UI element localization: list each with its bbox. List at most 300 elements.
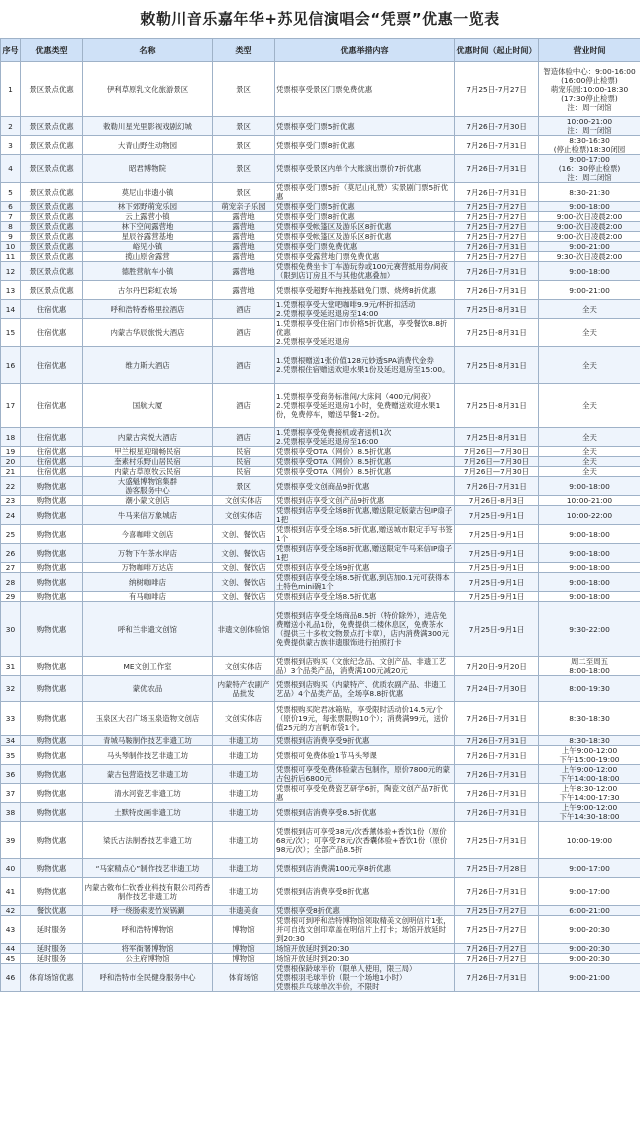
row-hours: 上午9:00-12:00 下午15:00-19:00 (539, 746, 640, 765)
row-description: 凭票根保龄球半价（限单人使用，限三局） 凭票根羽毛球半价（限一个场地1小时） 凭票根乒乓球单次半价，不限时 (275, 964, 455, 992)
row-no: 13 (1, 281, 21, 300)
table-row (1, 347, 640, 384)
row-hours: 9:00-18:00 (539, 592, 640, 602)
row-hours: 全天 (539, 300, 640, 319)
row-no: 35 (1, 746, 21, 765)
row-no: 24 (1, 506, 21, 525)
row-category: 住宿优惠 (21, 457, 83, 467)
row-name: 今喜咖啡文创店 (83, 525, 213, 544)
row-type: 景区 (213, 117, 275, 136)
row-no: 32 (1, 676, 21, 702)
table-row (1, 384, 640, 428)
row-period: 7月26日-7月31日 (455, 262, 539, 281)
row-description: 凭票根到店享受文创产品9折优惠 (275, 496, 455, 506)
row-no: 10 (1, 242, 21, 252)
row-type: 内蒙特产农副产品批发 (213, 676, 275, 702)
row-description: 凭票根到店购买（内蒙特产、优质农副产品、非遗工艺品）4个品类产品，全场享8.8折优惠 (275, 676, 455, 702)
table-row (1, 467, 640, 477)
row-hours: 9:00-次日凌晨2:00 (539, 212, 640, 222)
row-name: 公主府博物馆 (83, 954, 213, 964)
table-row (1, 477, 640, 496)
table-row (1, 447, 640, 457)
row-hours: 9:00-18:00 (539, 573, 640, 592)
row-no: 28 (1, 573, 21, 592)
row-no: 27 (1, 563, 21, 573)
row-description: 1.凭票根赠送1张价值128元妙透SPA消费代金券 2.凭票根住宿赠送欢迎水果1份及延迟退房至15:00。 (275, 347, 455, 384)
row-type: 露营地 (213, 281, 275, 300)
row-description: 凭票根到店享受全场8.5折优惠 (275, 592, 455, 602)
row-name: 甲兰根星迎瑞畅民宿 (83, 447, 213, 457)
table-row (1, 457, 640, 467)
row-category: 景区景点优惠 (21, 183, 83, 202)
row-no: 11 (1, 252, 21, 262)
row-no: 18 (1, 428, 21, 447)
row-no: 21 (1, 467, 21, 477)
row-category: 购物优惠 (21, 765, 83, 784)
row-type: 露营地 (213, 252, 275, 262)
row-hours: 9:00-21:00 (539, 281, 640, 300)
table-row (1, 202, 640, 212)
row-hours: 9:30-22:00 (539, 602, 640, 657)
row-no: 9 (1, 232, 21, 242)
row-description: 凭票根到店消费享受8.5折优惠 (275, 803, 455, 822)
row-type: 酒店 (213, 384, 275, 428)
row-no: 17 (1, 384, 21, 428)
row-period: 7月25日-7月28日 (455, 859, 539, 878)
row-category: 住宿优惠 (21, 319, 83, 347)
row-description: 1.凭票根享受大堂吧咖啡9.9元/杯折扣活动 2.凭票根享受延迟退房至14:00 (275, 300, 455, 319)
row-category: 延时服务 (21, 954, 83, 964)
row-type: 非遗工坊 (213, 784, 275, 803)
row-hours: 9:00-20:30 (539, 916, 640, 944)
table-row (1, 944, 640, 954)
row-description: 1.凭票根享受住宿门市价格5折优惠，享受餐饮8.8折优惠 2.凭票根享受延迟退房 (275, 319, 455, 347)
row-hours: 9:00-18:00 (539, 477, 640, 496)
row-hours: 8:30-21:30 (539, 183, 640, 202)
table-row (1, 544, 640, 563)
row-type: 文创实体店 (213, 496, 275, 506)
row-category: 购物优惠 (21, 544, 83, 563)
row-hours: 10:00-21:00 (539, 496, 640, 506)
row-type: 非遗工坊 (213, 803, 275, 822)
row-period: 7月26日-7月31日 (455, 746, 539, 765)
row-type: 非遗工坊 (213, 822, 275, 859)
row-hours: 9:00-18:00 (539, 262, 640, 281)
row-type: 非遗工坊 (213, 746, 275, 765)
row-hours: 全天 (539, 347, 640, 384)
row-description: 1.凭票根享受商务标准间/大床间（400元/间夜） 2.凭票根享受延迟退房1小时，免费赠送欢迎水果1份，免费停车，赠送早餐1-2份。 (275, 384, 455, 428)
row-name: 维力斯大酒店 (83, 347, 213, 384)
header-category: 优惠类型 (21, 39, 83, 62)
row-type: 文创、餐饮店 (213, 544, 275, 563)
table-row (1, 906, 640, 916)
discount-table (0, 38, 640, 992)
row-type: 体育场馆 (213, 964, 275, 992)
row-type: 文创、餐饮店 (213, 563, 275, 573)
row-period: 7月25日-8月31日 (455, 300, 539, 319)
row-no: 43 (1, 916, 21, 944)
row-type: 文创实体店 (213, 506, 275, 525)
row-type: 非遗工坊 (213, 859, 275, 878)
row-description: 凭票根享受8折优惠 (275, 906, 455, 916)
row-name: 古尔丹巴彩虹农场 (83, 281, 213, 300)
row-hours: 6:00-21:00 (539, 906, 640, 916)
row-no: 19 (1, 447, 21, 457)
row-description: 凭票根享受门票免费优惠 (275, 242, 455, 252)
row-description: 凭票根享受景区内单个大账演出票价7折优惠 (275, 155, 455, 183)
row-no: 44 (1, 944, 21, 954)
row-period: 7月25日-7月27日 (455, 62, 539, 117)
row-name: 纳树咖啡店 (83, 573, 213, 592)
row-no: 8 (1, 222, 21, 232)
row-category: 餐饮优惠 (21, 906, 83, 916)
header-type: 类型 (213, 39, 275, 62)
header-period: 优惠时间（起止时间） (455, 39, 539, 62)
row-period: 7月25日-9月1日 (455, 592, 539, 602)
row-hours: 9:00-17:00 (16：30停止检票) 注：周二闭馆 (539, 155, 640, 183)
row-hours: 智造体验中心：9:00-16:00 (16:00停止检票) 萌宠乐园:10:00-18:30 (17:30停止检票) 注：周一闭馆 (539, 62, 640, 117)
row-description: 凭票根享受帐篷区及游乐区8折优惠 (275, 222, 455, 232)
row-type: 非遗工坊 (213, 878, 275, 906)
row-no: 25 (1, 525, 21, 544)
row-type: 文创、餐饮店 (213, 573, 275, 592)
row-no: 6 (1, 202, 21, 212)
row-category: 购物优惠 (21, 702, 83, 736)
table-row (1, 878, 640, 906)
table-row (1, 859, 640, 878)
row-description: 凭票根享受OTA（网价）8.5折优惠 (275, 467, 455, 477)
row-period: 7月25日-7月27日 (455, 906, 539, 916)
row-name: 莫尼山非遗小镇 (83, 183, 213, 202)
row-period: 7月25日-9月1日 (455, 573, 539, 592)
row-period: 7月26日-7月31日 (455, 702, 539, 736)
row-description: 凭票根到店享受全场8.5折优惠,到店加0.1元可获得本土特色mini碗1个 (275, 573, 455, 592)
table-row (1, 183, 640, 202)
table-row (1, 746, 640, 765)
row-name: 潮小蒙文创店 (83, 496, 213, 506)
row-category: 景区景点优惠 (21, 281, 83, 300)
row-category: 景区景点优惠 (21, 212, 83, 222)
row-name: 内蒙古宾悦大酒店 (83, 428, 213, 447)
row-name: 德胜营航车小镇 (83, 262, 213, 281)
row-category: 景区景点优惠 (21, 242, 83, 252)
row-hours: 全天 (539, 428, 640, 447)
row-category: 景区景点优惠 (21, 232, 83, 242)
row-description: 凭票根到店消费满100元享8折优惠 (275, 859, 455, 878)
row-hours: 9:00-20:30 (539, 954, 640, 964)
row-no: 12 (1, 262, 21, 281)
row-period: 7月25日-8月31日 (455, 384, 539, 428)
row-category: 延时服务 (21, 916, 83, 944)
row-type: 露营地 (213, 212, 275, 222)
row-name: 呼和浩特香格里拉酒店 (83, 300, 213, 319)
row-category: 景区景点优惠 (21, 202, 83, 212)
row-name: ME文创工作室 (83, 657, 213, 676)
row-no: 5 (1, 183, 21, 202)
row-name: 内蒙古草原牧云民宿 (83, 467, 213, 477)
table-row (1, 765, 640, 784)
row-description: 凭票根到店消费享受8折优惠 (275, 878, 455, 906)
row-name: 林下空间露营地 (83, 222, 213, 232)
row-name: 大盛魁博物馆集群 游客服务中心 (83, 477, 213, 496)
row-name: “马家精点心”制作技艺非遗工坊 (83, 859, 213, 878)
row-period: 7月26日-7月31日 (455, 477, 539, 496)
row-type: 酒店 (213, 319, 275, 347)
row-category: 购物优惠 (21, 746, 83, 765)
row-period: 7月26日-8月3日 (455, 496, 539, 506)
row-description: 凭票根享受门票8折优惠 (275, 212, 455, 222)
table-row (1, 62, 640, 117)
row-description: 凭票根到店享受全场商品8.5折（特价除外），进店免费赠送小礼品1份，免费提供二楼休息区，免费茶水（提供三十多枚文物景点打卡章），店内消费满300元免费提供蒙古族非遗服饰进行拍照打卡 (275, 602, 455, 657)
row-period: 7月25日-7月31日 (455, 822, 539, 859)
table-row (1, 300, 640, 319)
table-row (1, 232, 640, 242)
row-hours: 9:00-21:00 (539, 964, 640, 992)
row-name: 呼一绕肠索麦竹炭锅涮 (83, 906, 213, 916)
row-period: 7月25日-8月31日 (455, 347, 539, 384)
row-hours: 10:00-19:00 (539, 822, 640, 859)
row-category: 购物优惠 (21, 657, 83, 676)
table-row (1, 281, 640, 300)
row-category: 景区景点优惠 (21, 117, 83, 136)
header-hours: 营业时间 (539, 39, 640, 62)
row-no: 33 (1, 702, 21, 736)
row-name: 云上露营小镇 (83, 212, 213, 222)
row-type: 露营地 (213, 222, 275, 232)
row-type: 非遗工坊 (213, 765, 275, 784)
row-name: 揽山原舍露营 (83, 252, 213, 262)
row-hours: 9:00-18:00 (539, 525, 640, 544)
row-no: 40 (1, 859, 21, 878)
row-no: 30 (1, 602, 21, 657)
row-category: 购物优惠 (21, 822, 83, 859)
row-period: 7月25日-8月31日 (455, 428, 539, 447)
row-name: 牛马来信万象城店 (83, 506, 213, 525)
row-period: 7月26日-7月30日 (455, 117, 539, 136)
row-category: 景区景点优惠 (21, 222, 83, 232)
row-hours: 全天 (539, 447, 640, 457)
row-category: 购物优惠 (21, 803, 83, 822)
row-name: 呼和浩特博物馆 (83, 916, 213, 944)
row-hours: 上午9:00-12:00 下午14:00-18:00 (539, 765, 640, 784)
row-description: 凭票根享受帐篷区及游乐区8折优惠 (275, 232, 455, 242)
row-period: 7月26日-7月27日 (455, 944, 539, 954)
row-hours: 上午8:30-12:00 下午14:00-17:30 (539, 784, 640, 803)
row-period: 7月25日-9月1日 (455, 602, 539, 657)
row-hours: 8:00-19:30 (539, 676, 640, 702)
row-period: 7月25日-7月27日 (455, 212, 539, 222)
row-category: 购物优惠 (21, 878, 83, 906)
row-description: 凭票根到店可享受38元/次香薰体验+香饮1份（原价68元/次）；可享受78元/次香囊体验+香饮1份（原价98元/次）；全部产品8.5折 (275, 822, 455, 859)
row-description: 凭票根享受门票5折（莫尼山礼赞）实景剧门票5折优惠 (275, 183, 455, 202)
row-category: 购物优惠 (21, 602, 83, 657)
row-category: 住宿优惠 (21, 447, 83, 457)
row-type: 酒店 (213, 300, 275, 319)
table-row (1, 657, 640, 676)
row-no: 14 (1, 300, 21, 319)
row-no: 42 (1, 906, 21, 916)
row-hours: 全天 (539, 457, 640, 467)
row-category: 景区景点优惠 (21, 155, 83, 183)
row-category: 延时服务 (21, 944, 83, 954)
table-row (1, 822, 640, 859)
row-hours: 9:00-18:00 (539, 563, 640, 573)
row-period: 7月25日-9月1日 (455, 525, 539, 544)
row-hours: 周二至周五 8:00-18:00 (539, 657, 640, 676)
row-category: 购物优惠 (21, 563, 83, 573)
row-period: 7月25日-7月27日 (455, 252, 539, 262)
row-name: 将军衙署博物馆 (83, 944, 213, 954)
row-period: 7月26日-7月31日 (455, 183, 539, 202)
row-period: 7月26日-7月31日 (455, 765, 539, 784)
row-no: 45 (1, 954, 21, 964)
row-no: 23 (1, 496, 21, 506)
row-no: 4 (1, 155, 21, 183)
row-name: 万物咖啡万达店 (83, 563, 213, 573)
row-period: 7月26日-7月31日 (455, 155, 539, 183)
row-period: 7月26日-7月27日 (455, 954, 539, 964)
table-row (1, 602, 640, 657)
row-name: 梁氏古法制香技艺非遗工坊 (83, 822, 213, 859)
row-type: 露营地 (213, 232, 275, 242)
row-no: 41 (1, 878, 21, 906)
row-name: 伊利草原乳文化旅游景区 (83, 62, 213, 117)
row-type: 文创实体店 (213, 702, 275, 736)
table-row (1, 592, 640, 602)
header-description: 优惠举措内容 (275, 39, 455, 62)
row-description: 凭票根享受文创商品9折优惠 (275, 477, 455, 496)
row-category: 购物优惠 (21, 676, 83, 702)
row-no: 15 (1, 319, 21, 347)
row-hours: 10:00-22:00 (539, 506, 640, 525)
row-type: 博物馆 (213, 954, 275, 964)
row-name: 内蒙古华辰旅悦大酒店 (83, 319, 213, 347)
row-period: 7月24日-7月30日 (455, 676, 539, 702)
row-period: 7月20日-9月20日 (455, 657, 539, 676)
row-type: 景区 (213, 183, 275, 202)
row-category: 景区景点优惠 (21, 262, 83, 281)
table-row (1, 136, 640, 155)
row-no: 36 (1, 765, 21, 784)
row-name: 有马咖啡店 (83, 592, 213, 602)
row-no: 2 (1, 117, 21, 136)
row-no: 3 (1, 136, 21, 155)
row-hours: 全天 (539, 467, 640, 477)
row-period: 7月25日-8月31日 (455, 319, 539, 347)
row-name: 星辰谷露营基地 (83, 232, 213, 242)
row-type: 景区 (213, 477, 275, 496)
table-row (1, 262, 640, 281)
row-category: 景区景点优惠 (21, 252, 83, 262)
row-type: 非遗工坊 (213, 736, 275, 746)
row-period: 7月25日-9月1日 (455, 544, 539, 563)
table-row (1, 319, 640, 347)
row-period: 7月26日-7月31日 (455, 964, 539, 992)
row-no: 1 (1, 62, 21, 117)
row-category: 住宿优惠 (21, 467, 83, 477)
row-type: 非遗美食 (213, 906, 275, 916)
row-hours: 8:30-16:30 (停止检票)18:30闭园 (539, 136, 640, 155)
row-description: 凭票根到店购买（文旅纪念品、文创产品、非遗工艺品）3个品类产品，消费满100元减20元 (275, 657, 455, 676)
table-row (1, 676, 640, 702)
row-period: 7月26日-7月31日 (455, 784, 539, 803)
table-row (1, 736, 640, 746)
table-row (1, 212, 640, 222)
row-hours: 9:00-18:00 (539, 202, 640, 212)
row-category: 住宿优惠 (21, 347, 83, 384)
row-description: 凭票根享受景区门票免费优惠 (275, 62, 455, 117)
table-row (1, 506, 640, 525)
row-no: 26 (1, 544, 21, 563)
row-no: 46 (1, 964, 21, 992)
row-name: 国航大厦 (83, 384, 213, 428)
table-row (1, 784, 640, 803)
row-period: 7月26日—7月30日 (455, 457, 539, 467)
row-category: 购物优惠 (21, 784, 83, 803)
row-hours: 10:00-21:00 注：周一闭馆 (539, 117, 640, 136)
row-name: 昭君博物院 (83, 155, 213, 183)
row-hours: 9:00-17:00 (539, 859, 640, 878)
row-period: 7月25日-7月27日 (455, 232, 539, 242)
row-name: 内蒙古敕布仁钦香业科技有限公司药香制作技艺非遗工坊 (83, 878, 213, 906)
row-description: 凭票根享受OTA（网价）8.5折优惠 (275, 447, 455, 457)
row-description: 凭票根享受门票5折优惠 (275, 202, 455, 212)
table-row (1, 964, 640, 992)
page-title: 敕勒川音乐嘉年华+苏见信演唱会“凭票”优惠一览表 (140, 10, 500, 28)
row-type: 博物馆 (213, 944, 275, 954)
row-description: 凭票根享受露营地门票免费优惠 (275, 252, 455, 262)
row-description: 凭票根到店享受全场8.5折优惠,赠送城市限定手写书签1个 (276, 525, 453, 543)
row-period: 7月26日-7月31日 (455, 242, 539, 252)
row-hours: 9:00-21:00 (539, 242, 640, 252)
table-row (1, 117, 640, 136)
row-description: 凭票根到店享受全场8折优惠,赠送限定牛马来信IP扇子1把 (275, 544, 455, 563)
row-type: 文创、餐饮店 (213, 592, 275, 602)
table-row (1, 242, 640, 252)
row-period: 7月26日-7月31日 (455, 803, 539, 822)
row-category: 购物优惠 (21, 573, 83, 592)
row-no: 20 (1, 457, 21, 467)
row-description: 凭票根购买陀君冰箱贴，享受限时活动价14.5元/个（原价19元，每张票限购10个）；消费满99元，送价值25元的方言帆布袋1个。 (275, 702, 455, 736)
row-description: 凭票根到店享受全场8折优惠,赠送限定版蒙古包IP扇子1把 (275, 506, 455, 525)
row-period: 7月25日-9月1日 (455, 506, 539, 525)
row-name: 呼和浩特市全民健身服务中心 (83, 964, 213, 992)
table-row (1, 573, 640, 592)
row-category: 购物优惠 (21, 592, 83, 602)
row-hours: 全天 (539, 384, 640, 428)
row-description: 凭票根可到呼和浩特博物馆领取精美文创明信片1张，并可自选文创印章盖在明信片上打卡；场馆开放延时到20:30 (275, 916, 455, 944)
row-period: 7月26日—7月30日 (455, 467, 539, 477)
row-no: 39 (1, 822, 21, 859)
table-row (1, 252, 640, 262)
row-type: 博物馆 (213, 916, 275, 944)
row-category: 购物优惠 (21, 736, 83, 746)
row-name: 蒙古包营造技艺非遗工坊 (83, 765, 213, 784)
row-description: 凭票根免费坐卡丁车游玩券或100元赛营抵用券/间夜（限到店订房且不与其他优惠叠加） (275, 262, 455, 281)
row-description: 凭票根享受门票8折优惠 (275, 136, 455, 155)
row-period: 7月25日-7月27日 (455, 916, 539, 944)
row-hours: 全天 (539, 319, 640, 347)
row-no: 37 (1, 784, 21, 803)
row-description: 1.凭票根享受免费接机或者送机1次 2.凭票根享受延迟退房至16:00 (275, 428, 455, 447)
row-no: 16 (1, 347, 21, 384)
row-hours: 9:00-次日凌晨2:00 (539, 222, 640, 232)
row-category: 住宿优惠 (21, 300, 83, 319)
table-row (1, 155, 640, 183)
row-name: 万物下午茶水岸店 (83, 544, 213, 563)
row-description: 凭票根到店享受全场9折优惠 (275, 563, 455, 573)
row-name: 玉泉区大召广场玉泉造物文创店 (83, 702, 213, 736)
